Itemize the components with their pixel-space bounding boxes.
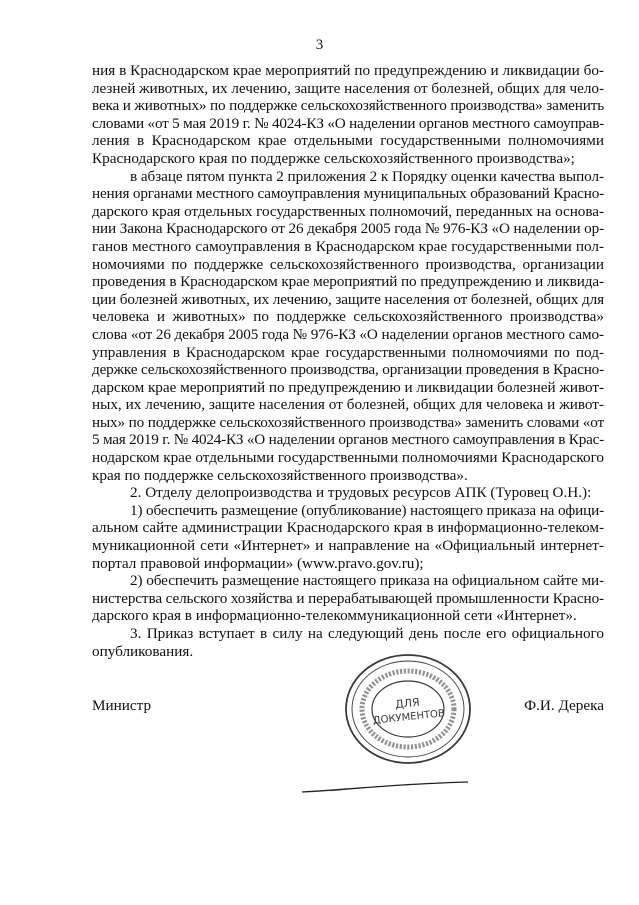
text-line: муникационной сети «Интернет» и направление на «Официальный интернет-	[92, 537, 604, 555]
text-line: века и животных» по поддержке сельскохозяйственного производства» заменить	[92, 97, 604, 115]
text-line: слова «от 26 декабря 2005 года № 976-КЗ «О наделении органов местного само-	[92, 325, 605, 343]
text-line: ния в Краснодарском крае мероприятий по предупреждению и ликвидации бо-	[92, 62, 604, 79]
text-line: 2. Отделу делопроизводства и трудовых ресурсов АПК (Туровец О.Н.):	[130, 484, 592, 502]
text-line: альном сайте администрации Краснодарского края в информационно-телеком-	[92, 519, 604, 537]
signatory-title: Министр	[92, 697, 152, 714]
text-line: управления в Краснодарском крае государственными полномочиями по под-	[92, 343, 604, 361]
text-line: номочиями по поддержке сельскохозяйственного производства, организации	[92, 255, 604, 273]
text-line: ции болезней животных, их лечению, защите населения от болезней, общих для	[92, 290, 604, 308]
text-line: ных» по поддержке сельскохозяйственного производства» заменить словами «от	[92, 413, 604, 431]
text-line: опубликования.	[92, 642, 194, 660]
text-line: человека и животных» по поддержке сельскохозяйственного производства»	[92, 308, 604, 326]
text-line: 1) обеспечить размещение (опубликование) настоящего приказа на офици-	[130, 501, 604, 519]
text-line: нии Закона Краснодарского от 26 декабря 2005 года № 976-КЗ «О наделении ор-	[92, 220, 605, 238]
handwritten-signature	[300, 770, 470, 800]
text-line: проведения в Краснодарском крае мероприятий по предупреждению и ликвида-	[92, 273, 604, 291]
text-line: ганов местного самоуправления в Краснодарском крае государственными пол-	[92, 237, 604, 255]
official-seal	[337, 650, 479, 768]
text-line: лезней животных, их лечению, защите населения от болезней, общих для чело-	[92, 79, 604, 97]
text-line: 5 мая 2019 г. № 4024-КЗ «О наделении органов местного самоуправления в Крас-	[92, 431, 605, 449]
text-line: ных, их лечению, защите населения от болезней, общих для человека и живот-	[92, 396, 604, 414]
text-line: Краснодарского края по поддержке сельскохозяйственного производства»;	[92, 149, 575, 167]
document-body	[92, 62, 604, 660]
text-line: портал правовой информации» (www.pravo.gov.ru);	[92, 554, 424, 572]
text-line: держке сельскохозяйственного производства, организации проведения в Красно-	[92, 361, 605, 379]
text-line: дарского края в информационно-телекоммуникационной сети «Интернет».	[92, 607, 577, 625]
seal-text-line1: ДЛЯ	[394, 695, 421, 712]
text-line: 3. Приказ вступает в силу на следующий день после его официального	[130, 625, 604, 642]
text-line: 2) обеспечить размещение настоящего приказа на официальном сайте ми-	[130, 572, 604, 590]
text-line: дарском крае мероприятий по предупреждению и ликвидации болезней живот-	[92, 378, 605, 396]
text-line: края по поддержке сельскохозяйственного производства».	[92, 466, 468, 484]
text-line: ления в Краснодарском крае отдельными государственными полномочиями	[92, 132, 604, 150]
text-line: нодарском крае отдельными государственными полномочиями Краснодарского	[92, 449, 604, 467]
text-line: нения органами местного самоуправления муниципальных образований Красно-	[92, 185, 605, 203]
text-line: нистерства сельского хозяйства и перерабатывающей промышленности Красно-	[92, 589, 604, 607]
seal-text-line2: ДОКУМЕНТОВ	[372, 708, 446, 727]
text-line: в абзаце пятом пункта 2 приложения 2 к Порядку оценки качества выпол-	[130, 167, 605, 185]
text-line: словами «от 5 мая 2019 г. № 4024-КЗ «О наделении органов местного самоуправ-	[92, 114, 605, 132]
text-line: дарского края отдельных государственных полномочий, переданных на основа-	[92, 202, 604, 220]
signatory-name: Ф.И. Дерека	[524, 697, 604, 714]
page-number: 3	[315, 37, 324, 53]
